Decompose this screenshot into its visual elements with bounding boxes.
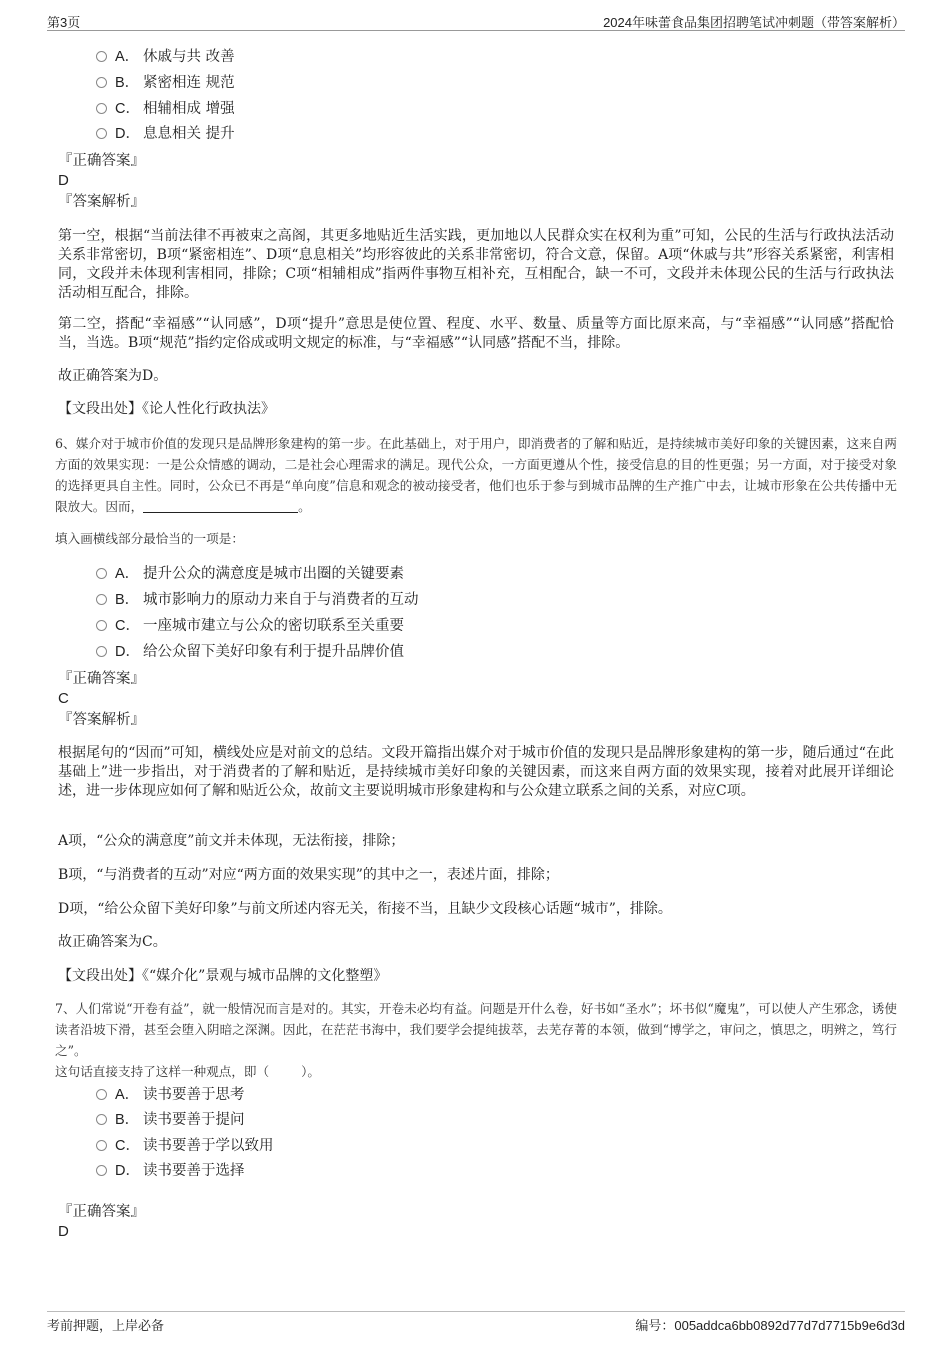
radio-icon[interactable] — [96, 1140, 107, 1151]
radio-icon[interactable] — [96, 77, 107, 88]
q7-prompt: 这句话直接支持了这样一种观点，即（ ）。 — [55, 1064, 320, 1079]
q7-option-a[interactable]: A． 读书要善于思考 — [96, 1085, 245, 1105]
radio-icon[interactable] — [96, 568, 107, 579]
radio-icon[interactable] — [96, 128, 107, 139]
q6-analysis-label: 『答案解析』 — [58, 712, 145, 728]
q6-answer: C — [58, 690, 69, 707]
radio-icon[interactable] — [96, 103, 107, 114]
q7-option-b[interactable]: B． 读书要善于提问 — [96, 1110, 245, 1130]
q5-option-d[interactable]: D． 息息相关 提升 — [96, 124, 235, 144]
q5-option-b[interactable]: B． 紧密相连 规范 — [96, 73, 235, 93]
q7-option-c[interactable]: C． 读书要善于学以致用 — [96, 1136, 274, 1156]
radio-icon[interactable] — [96, 1114, 107, 1125]
q6-option-a[interactable]: A． 提升公众的满意度是城市出圈的关键要素 — [96, 564, 404, 584]
q5-answer: D — [58, 172, 69, 189]
fill-blank — [143, 500, 298, 513]
radio-icon[interactable] — [96, 51, 107, 62]
radio-icon[interactable] — [96, 620, 107, 631]
q7-answer-label: 『正确答案』 — [58, 1204, 145, 1220]
footer-code: 编号：005addca6bb0892d77d7d7715b9e6d3d — [635, 1318, 905, 1333]
page-header — [47, 8, 905, 31]
q5-analysis-label: 『答案解析』 — [58, 194, 145, 210]
q5-analysis-p3: 故正确答案为D。 — [58, 368, 168, 384]
radio-icon[interactable] — [96, 646, 107, 657]
page-footer — [47, 1311, 905, 1333]
q6-answer-label: 『正确答案』 — [58, 671, 145, 687]
page-number: 第3页 — [47, 15, 81, 30]
q5-analysis-p2: 第二空，搭配“幸福感”“认同感”，D项“提升”意思是使位置、程度、水平、数量、质量等方面比原来高，与“幸福感”“认同感”搭配恰当，当选。B项“规范”指约定俗成或明文规定的标准，与“幸福感”“认同感”搭配不当，排除。 — [58, 316, 894, 351]
q6-analysis-p1: 根据尾句的“因而”可知，横线处应是对前文的总结。文段开篇指出媒介对于城市价值的发现只是品牌形象建构的第一步，随后通过“在此基础上”进一步指出，对于消费者的了解和贴近，是持续城市美好印象的关键因素，而这来自两方面的效果实现，接着对此展开详细论述，进一步体现应如何了解和贴近公众，故前文主要说明城市形象建构和与公众建立联系之间的关系，对应C项。 — [58, 745, 894, 799]
q6-analysis-p5: 故正确答案为C。 — [58, 934, 167, 950]
q6-source: 【文段出处】《“媒介化”景观与城市品牌的文化整塑》 — [58, 968, 388, 984]
q5-source: 【文段出处】《论人性化行政执法》 — [58, 401, 275, 417]
q7-answer: D — [58, 1223, 69, 1240]
radio-icon[interactable] — [96, 594, 107, 605]
q5-option-c[interactable]: C． 相辅相成 增强 — [96, 99, 235, 119]
radio-icon[interactable] — [96, 1165, 107, 1176]
q5-analysis-p1: 第一空，根据“当前法律不再被束之高阁，其更多地贴近生活实践，更加地以人民群众实在权利为重”可知，公民的生活与行政执法活动关系非常密切，B项“紧密相连”、D项“息息相关”均形容彼此的关系非常密切，符合文意，保留。A项“休戚与共”形容关系紧密，利害相同，文段并未体现利害相同，排除；C项“相辅相成”指两件事物互相补充，互相配合，缺一不可，文段并未体现公民的生活与行政执法活动相互配合，排除。 — [58, 228, 894, 301]
q7-stem: 7、人们常说“开卷有益”，就一般情况而言是对的。其实，开卷未必均有益。问题是开什么卷，好书如“圣水”；坏书似“魔鬼”，可以使人产生邪念，诱使读者沿坡下滑，甚至会堕入阴暗之深渊。因此，在茫茫书海中，我们要学会提纯拔萃，去芜存菁的本领，做到“博学之，审问之，慎思之，明辨之，笃行之”。 — [55, 1001, 897, 1058]
q6-analysis-p4: D项，“给公众留下美好印象”与前文所述内容无关，衔接不当，且缺少文段核心话题“城市”，排除。 — [58, 901, 672, 917]
document-title: 2024年味蕾食品集团招聘笔试冲刺题（带答案解析） — [603, 15, 905, 30]
footer-slogan: 考前押题，上岸必备 — [47, 1318, 165, 1333]
q7-option-d[interactable]: D． 读书要善于选择 — [96, 1161, 245, 1181]
q6-prompt: 填入画横线部分最恰当的一项是： — [55, 531, 244, 546]
q6-stem: 6、媒介对于城市价值的发现只是品牌形象建构的第一步。在此基础上，对于用户，即消费者的了解和贴近，是持续城市美好印象的关键因素，这来自两方面的效果实现：一是公众情感的调动，二是社会心理需求的满足。现代公众，一方面更遵从个性，接受信息的目的性更强；另一方面，对于接受对象的选择更具自主性。同时，公众已不再是“单向度”信息和观念的被动接受者，他们也乐于参与到城市品牌的生产推广中去，让城市形象在公共传播中无限放大。因而， 。 — [55, 436, 897, 514]
q5-answer-label: 『正确答案』 — [58, 153, 145, 169]
q6-analysis-p2: A项，“公众的满意度”前文并未体现，无法衔接，排除； — [58, 833, 405, 849]
q6-option-b[interactable]: B． 城市影响力的原动力来自于与消费者的互动 — [96, 590, 419, 610]
q6-analysis-p3: B项，“与消费者的互动”对应“两方面的效果实现”的其中之一，表述片面，排除； — [58, 867, 559, 883]
q6-option-d[interactable]: D． 给公众留下美好印象有利于提升品牌价值 — [96, 642, 404, 662]
q5-option-a[interactable]: A． 休戚与共 改善 — [96, 47, 235, 67]
radio-icon[interactable] — [96, 1089, 107, 1100]
q6-option-c[interactable]: C． 一座城市建立与公众的密切联系至关重要 — [96, 616, 404, 636]
